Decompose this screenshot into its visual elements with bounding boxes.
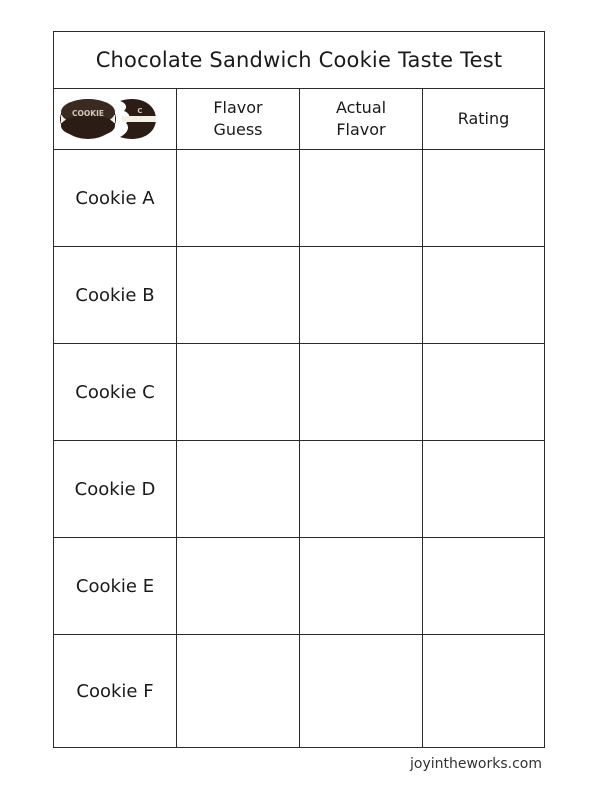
column-header-actual-flavor: Actual Flavor: [300, 89, 423, 150]
actual-flavor-cell[interactable]: [300, 538, 423, 635]
rating-cell[interactable]: [423, 635, 544, 747]
rating-cell[interactable]: [423, 247, 544, 344]
column-header-rating: Rating: [423, 89, 544, 150]
row-label-cookie-e: Cookie E: [54, 538, 177, 635]
flavor-guess-cell[interactable]: [177, 441, 300, 538]
sheet-title: Chocolate Sandwich Cookie Taste Test: [54, 32, 544, 89]
flavor-guess-cell[interactable]: [177, 538, 300, 635]
row-label-cookie-d: Cookie D: [54, 441, 177, 538]
flavor-guess-cell[interactable]: [177, 247, 300, 344]
sandwich-cookie-icon: [58, 93, 158, 145]
column-header-flavor-guess: Flavor Guess: [177, 89, 300, 150]
cookie-illustration-cell: [54, 89, 177, 150]
flavor-guess-cell[interactable]: [177, 150, 300, 247]
flavor-guess-cell[interactable]: [177, 344, 300, 441]
rating-cell[interactable]: [423, 344, 544, 441]
actual-flavor-cell[interactable]: [300, 635, 423, 747]
taste-test-sheet: [53, 31, 545, 748]
actual-flavor-cell[interactable]: [300, 344, 423, 441]
svg-text:C: C: [137, 107, 143, 115]
footer-credit: joyintheworks.com: [409, 756, 542, 772]
actual-flavor-cell[interactable]: [300, 441, 423, 538]
rating-cell[interactable]: [423, 441, 544, 538]
row-label-cookie-f: Cookie F: [54, 635, 177, 747]
cookie-text: COOKIE: [72, 109, 104, 118]
taste-test-table: [54, 89, 544, 747]
rating-cell[interactable]: [423, 538, 544, 635]
rating-cell[interactable]: [423, 150, 544, 247]
actual-flavor-cell[interactable]: [300, 247, 423, 344]
row-label-cookie-a: Cookie A: [54, 150, 177, 247]
row-label-cookie-b: Cookie B: [54, 247, 177, 344]
flavor-guess-cell[interactable]: [177, 635, 300, 747]
row-label-cookie-c: Cookie C: [54, 344, 177, 441]
actual-flavor-cell[interactable]: [300, 150, 423, 247]
